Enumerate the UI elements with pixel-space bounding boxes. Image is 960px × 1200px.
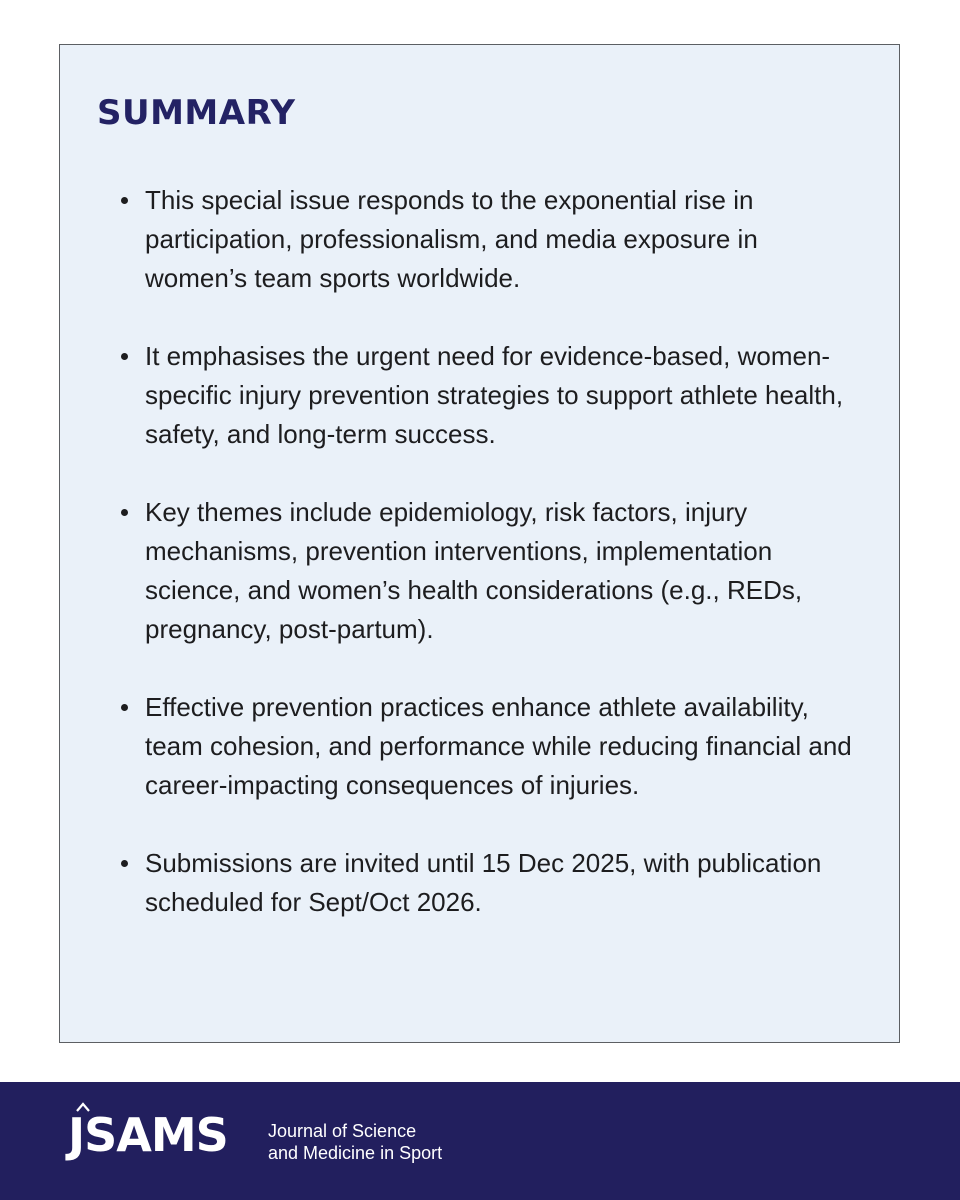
summary-bullet-5 (145, 844, 865, 922)
jsams-logo (68, 1108, 228, 1162)
summary-bullet-2 (145, 337, 865, 454)
logo-text: JSAMS (68, 1108, 228, 1162)
summary-bullet-text: This special issue responds to the exponential rise in participation, professionalism, and media exposure in women’s team sports worldwide. (145, 185, 758, 293)
summary-box (59, 44, 900, 1043)
summary-bullet-3 (145, 493, 865, 649)
journal-name-line-1: Journal of Science (268, 1121, 417, 1141)
bullet-dot-icon (121, 197, 128, 204)
summary-title: SUMMARY (97, 93, 296, 133)
summary-bullet-text: Key themes include epidemiology, risk factors, injury mechanisms, prevention interventions, implementation science, and women’s health considerations (e.g., REDs, pregnancy, post-partum). (145, 497, 803, 644)
bullet-dot-icon (121, 509, 128, 516)
bullet-dot-icon (121, 860, 128, 867)
summary-bullet-text: Effective prevention practices enhance athlete availability, team cohesion, and performance while reducing financial and career-impacting consequences of injuries. (145, 692, 852, 800)
journal-name-line-2: and Medicine in Sport (268, 1143, 443, 1163)
bullet-dot-icon (121, 704, 128, 711)
summary-bullet-text: Submissions are invited until 15 Dec 2025, with publication scheduled for Sept/Oct 2026. (145, 848, 822, 917)
bullet-dot-icon (121, 353, 128, 360)
footer-bar (0, 1082, 960, 1200)
summary-bullet-text: It emphasises the urgent need for evidence-based, women-specific injury prevention strategies to support athlete health, safety, and long-term success. (145, 341, 844, 449)
journal-name (268, 1120, 442, 1164)
summary-bullet-1 (145, 181, 865, 298)
summary-bullet-4 (145, 688, 865, 805)
summary-list (145, 181, 865, 961)
logo-mark-icon (76, 1102, 90, 1112)
